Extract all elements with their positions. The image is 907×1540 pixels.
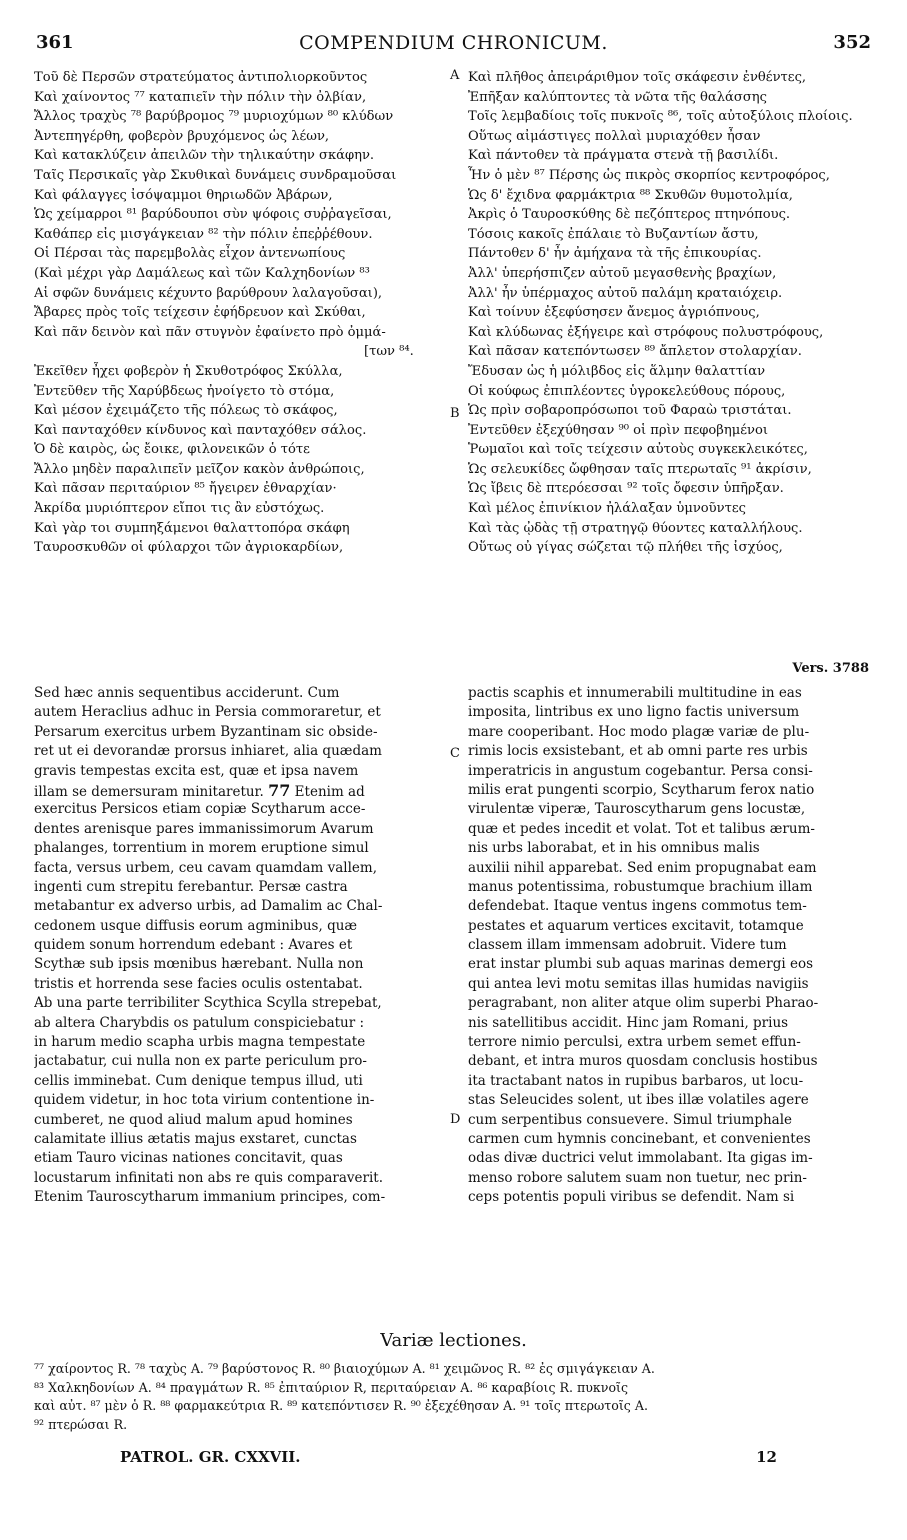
prose-text: quidem videtur, in hoc tota virium contentione in- <box>34 1092 375 1109</box>
prose-line <box>34 762 444 781</box>
margin-marker-d: D <box>450 1112 461 1127</box>
greek-verse-column-right <box>468 68 878 558</box>
prose-line: defendebat. Itaque ventus ingens commotus tem- <box>468 898 807 915</box>
prose-line <box>34 781 444 800</box>
verse-line: Ἄλλος τραχὺς ⁷⁸ βαρύβρομος ⁷⁹ μυριοχύμων ⁸⁰ κλύδων <box>34 109 394 125</box>
prose-text: Sed hæc annis sequentibus acciderunt. Cum <box>34 685 340 701</box>
prose-line <box>34 1072 444 1091</box>
prose-line <box>34 820 444 839</box>
verse-number: Vers. 3788 <box>792 661 869 676</box>
prose-text: phalanges, torrentium in morem eruptione simul <box>34 840 369 857</box>
prose-line: odas divæ ductrici velut immolabant. Ita gigas im- <box>468 1150 813 1167</box>
verse-line: Καὶ χαίνοντος ⁷⁷ καταπιεῖν τὴν πόλιν τὴν ὀλβίαν, <box>34 89 367 105</box>
verse-line: Καὶ πᾶσαν κατεπόντωσεν ⁸⁹ ἄπλετον στολαρχίαν. <box>468 344 802 360</box>
margin-marker-a: A <box>450 68 460 83</box>
verse-line: Καὶ μέσον ἐχειμάζετο τῆς πόλεως τὸ σκάφος, <box>34 403 338 419</box>
prose-line: cum serpentibus consuevere. Simul triumphale <box>468 1111 793 1128</box>
note-line: ⁷⁷ χαίροντος R. ⁷⁸ ταχὺς A. ⁷⁹ βαρύστονος R. ⁸⁰ βιαιοχύμων A. ⁸¹ χειμῶνος R. ⁸² ἐς σμιγάγκειαν A. <box>34 1361 655 1376</box>
verse-line: Οὕτως αἰμάστιγες πολλαὶ μυριαχόθεν ἦσαν <box>468 128 761 144</box>
prose-text: facta, versus urbem, ceu cavam quamdam vallem, <box>34 859 378 876</box>
prose-line: mare cooperibant. Hoc modo plagæ variæ de plu- <box>468 723 810 740</box>
prose-line: menso robore salutem suam non tuetur, nec prin- <box>468 1169 807 1186</box>
prose-line: manus potentissima, robustumque brachium illam <box>468 878 813 895</box>
margin-marker-b: B <box>450 406 460 421</box>
prose-line: imposita, lintribus ex uno ligno factis universum <box>468 704 800 721</box>
verse-line: Καὶ κατακλύζειν ἀπειλῶν τὴν τηλικαύτην σκάφην. <box>34 148 375 164</box>
footer-volume: PATROL. GR. CXXVII. <box>120 1448 301 1466</box>
greek-verse-column-left <box>34 68 454 558</box>
verse-line: Οὕτως οὐ γίγας σώζεται τῷ πλήθει τῆς ἰσχύος, <box>468 540 783 556</box>
prose-line <box>34 1091 444 1110</box>
verse-line: Καὶ πάντοθεν τὰ πράγματα στενὰ τῇ βασιλίδι. <box>468 148 779 164</box>
verse-line: Ἀλλ' ὑπερήσπιζεν αὐτοῦ μεγασθενὴς βραχίων, <box>468 265 777 281</box>
variant-readings-notes <box>34 1360 873 1434</box>
note-line: ⁹² πτερώσαι R. <box>34 1416 128 1432</box>
prose-line <box>34 955 444 974</box>
prose-line: nis urbs laborabat, et in his omnibus malis <box>468 840 760 857</box>
prose-text: Etenim ad <box>290 783 365 800</box>
verse-line: Καὶ τὰς ᾠδὰς τῇ στρατηγῷ θύοντες καταλλήλους. <box>468 520 803 536</box>
prose-line <box>34 878 444 897</box>
prose-line <box>34 1149 444 1168</box>
latin-translation-column-left <box>34 684 444 1208</box>
verse-line: Ὡς δ' ἔχιδνα φαρμάκτρια ⁸⁸ Σκυθῶν θυμοτολμία, <box>468 187 793 203</box>
prose-line: milis erat pungenti scorpio, Scytharum ferox natio <box>468 781 815 798</box>
prose-line <box>34 1130 444 1149</box>
verse-line: Ἀκρὶς ὁ Ταυροσκύθης δὲ πεζόπτερος πτηνόπους. <box>468 207 791 223</box>
prose-text: gravis tempestas excita est, quæ et ipsa navem <box>34 762 359 779</box>
prose-line: ceps potentis populi viribus se defendit. Nam si <box>468 1189 795 1206</box>
prose-text: exercitus Persicos etiam copiæ Scytharum acce- <box>34 801 366 818</box>
verse-line: Ἦν ὁ μὲν ⁸⁷ Πέρσης ὡς πικρὸς σκορπίος κεντροφόρος, <box>468 167 830 183</box>
note-line: καὶ αὐτ. ⁸⁷ μὲν ὁ R. ⁸⁸ φαρμακεύτρια R. ⁸⁹ κατεπόντισεν R. ⁹⁰ ἐξεχέθησαν A. ⁹¹ τοῖς πτερωτοῖς A. <box>34 1398 648 1413</box>
page-number-left: 361 <box>36 32 74 53</box>
prose-line: quæ et pedes incedit et volat. Tot et talibus ærum- <box>468 820 815 837</box>
verse-line: Ταυροσκυθῶν οἱ φύλαρχοι τῶν ἀγριοκαρδίων, <box>34 540 344 556</box>
prose-text: calamitate illius ætatis majus exstaret, cunctas <box>34 1130 357 1147</box>
prose-text: cellis imminebat. Cum denique tempus illud, uti <box>34 1072 363 1089</box>
prose-text: autem Heraclius adhuc in Persia commoraretur, et <box>34 704 381 721</box>
verse-line: Καὶ τοίνυν ἐξεφύσησεν ἄνεμος ἀγριόπνους, <box>468 305 760 321</box>
verse-line: Ἀλλ' ἦν ὑπέρμαχος αὐτοῦ παλάμη κραταιόχειρ. <box>468 285 783 301</box>
prose-line: classem illam immensam adobruit. Videre tum <box>468 937 787 954</box>
prose-text: Etenim Tauroscytharum immanium principes, com- <box>34 1189 386 1206</box>
prose-text: dentes arenisque pares immanissimorum Avarum <box>34 820 374 837</box>
prose-line <box>34 1111 444 1130</box>
prose-line <box>34 897 444 916</box>
verse-line: Ἐκεῖθεν ἦχει φοβερὸν ἡ Σκυθοτρόφος Σκύλλα, <box>34 363 343 379</box>
verse-line: Ἔδυσαν ὡς ἡ μόλιβδος εἰς ἅλμην θαλαττίαν <box>468 363 766 379</box>
footer-signature: 12 <box>756 1448 777 1466</box>
verse-line: Ὡς ἴβεις δὲ πτερόεσσαι ⁹² τοῖς ὄφεσιν ὑπῆρξαν. <box>468 481 784 497</box>
verse-line: Καὶ φάλαγγες ἰσόψαμμοι θηριωδῶν Ἀβάρων, <box>34 187 333 203</box>
running-title: COMPENDIUM CHRONICUM. <box>299 32 608 54</box>
verse-line: Ἀκρίδα μυριόπτερον εἴποι τις ἂν εὐστόχως. <box>34 501 325 517</box>
verse-line: Ὡς σελευκίδες ὤφθησαν ταῖς πτερωταῖς ⁹¹ ἀκρίσιν, <box>468 461 812 477</box>
prose-line <box>34 917 444 936</box>
prose-line <box>34 800 444 819</box>
verse-line: Καὶ πᾶσαν περιταύριον ⁸⁵ ἤγειρεν ἐθναρχίαν· <box>34 481 337 497</box>
verse-line: Ῥωμαῖοι καὶ τοῖς τείχεσιν αὐτοὺς συγκεκλεικότες, <box>468 442 808 458</box>
prose-line <box>34 936 444 955</box>
prose-line <box>34 1169 444 1188</box>
prose-line <box>34 703 444 722</box>
prose-line <box>34 742 444 761</box>
verse-line: Αἱ σφῶν δυνάμεις κέχυντο βαρύθρουν λαλαγοῦσαι), <box>34 285 383 301</box>
verse-line: Ἄβαρες πρὸς τοῖς τείχεσιν ἐφήδρευον καὶ Σκύθαι, <box>34 305 366 321</box>
prose-text: Persarum exercitus urbem Byzantinam sic obside- <box>34 723 378 740</box>
verse-line: Ἀντεπηγέρθη, φοβερὸν βρυχόμενος ὡς λέων, <box>34 128 330 144</box>
verse-line: Οἱ Πέρσαι τὰς παρεμβολὰς εἶχον ἀντενωπίους <box>34 246 346 262</box>
verse-line: Καὶ πλῆθος ἀπειράριθμον τοῖς σκάφεσιν ἐνθέντες, <box>468 70 807 85</box>
prose-line <box>34 1052 444 1071</box>
verse-line: Καὶ γὰρ τοι συμπηξάμενοι θαλαττοπόρα σκάφη <box>34 520 350 536</box>
prose-line: imperatricis in angustum cogebantur. Persa consi- <box>468 762 813 779</box>
verse-line: Ἐντεῦθεν τῆς Χαρύβδεως ἠνοίγετο τὸ στόμα, <box>34 383 335 399</box>
prose-line: erat instar plumbi sub aquas marinas demergi eos <box>468 956 814 973</box>
page-number-right: 352 <box>833 32 871 53</box>
latin-translation-column-right <box>468 684 878 1208</box>
prose-text: quidem sonum horrendum edebant : Avares et <box>34 937 353 954</box>
verse-line: Ἄλλο μηδὲν παραλιπεῖν μεῖζον κακὸν ἀνθρώποις, <box>34 461 365 477</box>
prose-line: pactis scaphis et innumerabili multitudine in eas <box>468 685 802 701</box>
prose-line <box>34 1188 444 1207</box>
prose-text: tristis et horrenda sese facies oculis ostentabat. <box>34 975 363 992</box>
margin-marker-c: C <box>450 746 460 761</box>
prose-text: locustarum infinitati non abs re quis comparaverit. <box>34 1169 383 1186</box>
verse-line: Καὶ πᾶν δεινὸν καὶ πᾶν στυγνὸν ἐφαίνετο πρὸ ὀμμά- <box>34 324 386 340</box>
prose-line <box>34 839 444 858</box>
prose-line: ita tractabant natos in rupibus barbaros, ut locu- <box>468 1072 804 1089</box>
verse-line: Ἐντεῦθεν ἐξεχύθησαν ⁹⁰ οἱ πρὶν πεφοβημένοι <box>468 422 768 438</box>
prose-text: Ab una parte terribiliter Scythica Scylla strepebat, <box>34 995 382 1012</box>
prose-line: debant, et intra muros quosdam conclusis hostibus <box>468 1053 818 1070</box>
prose-line <box>34 1014 444 1033</box>
prose-text: etiam Tauro vicinas nationes concitavit, quas <box>34 1150 343 1167</box>
prose-text: cedonem usque diffusis eorum agminibus, quæ <box>34 917 358 934</box>
note-line: ⁸³ Χαλκηδονίων A. ⁸⁴ πραγμάτων R. ⁸⁵ ἐπιταύριον R, περιταύρειαν A. ⁸⁶ καραβίοις R. πυκνοῖς <box>34 1379 629 1395</box>
verse-line: Καὶ πανταχόθεν κίνδυνος καὶ πανταχόθεν σάλος. <box>34 422 367 438</box>
prose-text: cumberet, ne quod aliud malum apud homines <box>34 1111 353 1128</box>
verse-line: Τοῖς λεμβαδίοις τοῖς πυκνοῖς ⁸⁶, τοῖς αὐτοξύλοις πλοίοις. <box>468 109 853 125</box>
prose-text: jactabatur, cui nulla non ex parte periculum pro- <box>34 1053 367 1070</box>
prose-line <box>34 1033 444 1052</box>
prose-line: stas Seleucides solent, ut ibes illæ volatiles agere <box>468 1092 809 1109</box>
prose-text: ab altera Charybdis os patulum conspiciebatur : <box>34 1014 365 1031</box>
prose-text: metabantur ex adverso urbis, ad Damalim ac Chal- <box>34 898 383 915</box>
page-header <box>36 32 871 62</box>
verse-line: Πάντοθεν δ' ἦν ἀμήχανα τὰ τῆς ἐπικουρίας. <box>468 246 762 262</box>
prose-line <box>34 859 444 878</box>
prose-line: carmen cum hymnis concinebant, et convenientes <box>468 1130 811 1147</box>
prose-line: pestates et aquarum vertices excitavit, totamque <box>468 917 804 934</box>
prose-line: auxilii nihil apparebat. Sed enim propugnabat eam <box>468 859 817 876</box>
prose-line: virulentæ viperæ, Tauroscytharum gens locustæ, <box>468 801 806 818</box>
prose-line <box>34 723 444 742</box>
verse-line: Ἐπῆξαν καλύπτοντες τὰ νῶτα τῆς θαλάσσης <box>468 89 767 105</box>
prose-line: qui antea levi motu semitas illas humidas navigiis <box>468 975 809 992</box>
prose-text: illam se demersuram minitaretur. <box>34 783 264 800</box>
verse-line: Ὡς χείμαρροι ⁸¹ βαρύδουποι σὺν ψόφοις συῤῥαγεῖσαι, <box>34 207 392 223</box>
prose-line: peragrabant, non aliter atque olim superbi Pharao- <box>468 995 819 1012</box>
prose-line: nis satellitibus accidit. Hinc jam Romani, prius <box>468 1014 789 1031</box>
variae-lectiones-heading: Variæ lectiones. <box>380 1330 527 1351</box>
verse-line: Οἱ κούφως ἐπιπλέοντες ὑγροκελεύθους πόρους, <box>468 383 786 399</box>
verse-line: Καὶ κλύδωνας ἐξήγειρε καὶ στρόφους πολυστρόφους, <box>468 324 824 340</box>
verse-line: [των ⁸⁴. <box>364 344 414 360</box>
prose-line <box>34 994 444 1013</box>
verse-line: Ταῖς Περσικαῖς γὰρ Σκυθικαὶ δυνάμεις συνδραμοῦσαι <box>34 167 397 183</box>
verse-line: Ὡς πρὶν σοβαροπρόσωποι τοῦ Φαραὼ τριστάται. <box>468 403 792 419</box>
verse-line: Καὶ μέλος ἐπινίκιον ἠλάλαξαν ὑμνοῦντες <box>468 501 746 517</box>
prose-text: Scythæ sub ipsis mœnibus hærebant. Nulla non <box>34 956 364 973</box>
prose-text: ingenti cum strepitu ferebantur. Persæ castra <box>34 878 348 895</box>
verse-line: Ὁ δὲ καιρὸς, ὡς ἔοικε, φιλονεικῶν ὁ τότε <box>34 442 310 458</box>
prose-line: rimis locis exsistebant, et ab omni parte res urbis <box>468 743 808 760</box>
verse-line: Τοῦ δὲ Περσῶν στρατεύματος ἀντιπολιορκοῦντος <box>34 70 368 85</box>
prose-line <box>34 684 444 703</box>
prose-line: terrore nimio perculsi, extra urbem semet effun- <box>468 1034 801 1051</box>
verse-line: Τόσοις κακοῖς ἐπάλαιε τὸ Βυζαντίων ἄστυ, <box>468 226 759 242</box>
prose-text: in harum medio scapha urbis magna tempestate <box>34 1034 366 1051</box>
verse-line: Καθάπερ εἰς μισγάγκειαν ⁸² τὴν πόλιν ἐπεῤῥέθουν. <box>34 226 373 242</box>
verse-line: (Καὶ μέχρι γὰρ Δαμάλεως καὶ τῶν Καλχηδονίων ⁸³ <box>34 265 370 281</box>
section-number: 77 <box>268 780 291 800</box>
prose-text: ret ut ei devorandæ prorsus inhiaret, alia quædam <box>34 743 382 760</box>
prose-line <box>34 975 444 994</box>
